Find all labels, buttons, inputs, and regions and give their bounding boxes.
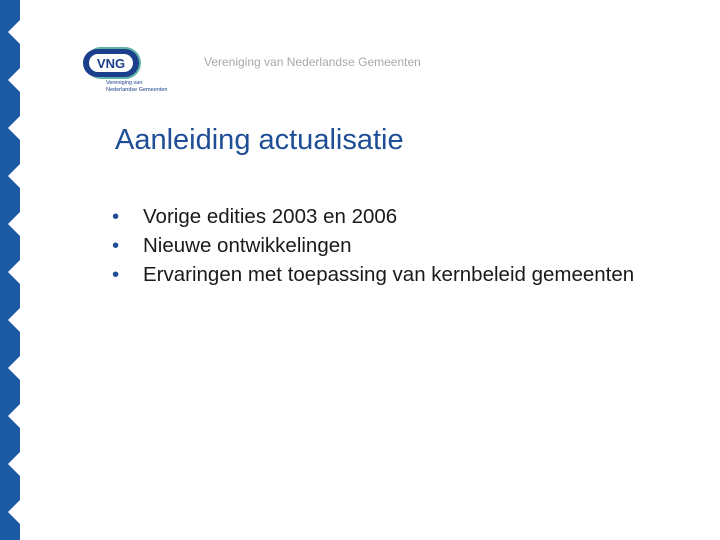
vng-logo bbox=[82, 46, 182, 96]
bullet-list bbox=[112, 204, 672, 291]
vng-logo-badge bbox=[82, 46, 142, 80]
vng-logo-text: VNG bbox=[96, 56, 126, 71]
bullet-symbol: • bbox=[112, 205, 120, 228]
slide-title: Aanleiding actualisatie bbox=[115, 124, 404, 156]
bullet-text: Ervaringen met toepassing van kernbeleid gemeenten bbox=[143, 263, 635, 286]
bullet-text: Nieuwe ontwikkelingen bbox=[143, 234, 352, 257]
bullet-item bbox=[112, 262, 672, 288]
vng-logo-subtitle bbox=[106, 80, 167, 94]
decorative-stripe bbox=[0, 0, 20, 540]
bullet-item bbox=[112, 204, 672, 230]
bullet-symbol: • bbox=[112, 263, 120, 286]
organization-name: Vereniging van Nederlandse Gemeenten bbox=[204, 55, 421, 69]
bullet-text: Vorige edities 2003 en 2006 bbox=[143, 205, 398, 228]
bullet-item bbox=[112, 233, 672, 259]
bullet-symbol: • bbox=[112, 234, 120, 257]
vng-logo-subtitle-line2: Nederlandse Gemeenten bbox=[106, 87, 168, 93]
vng-logo-subtitle-line1: Vereniging van bbox=[106, 80, 143, 86]
